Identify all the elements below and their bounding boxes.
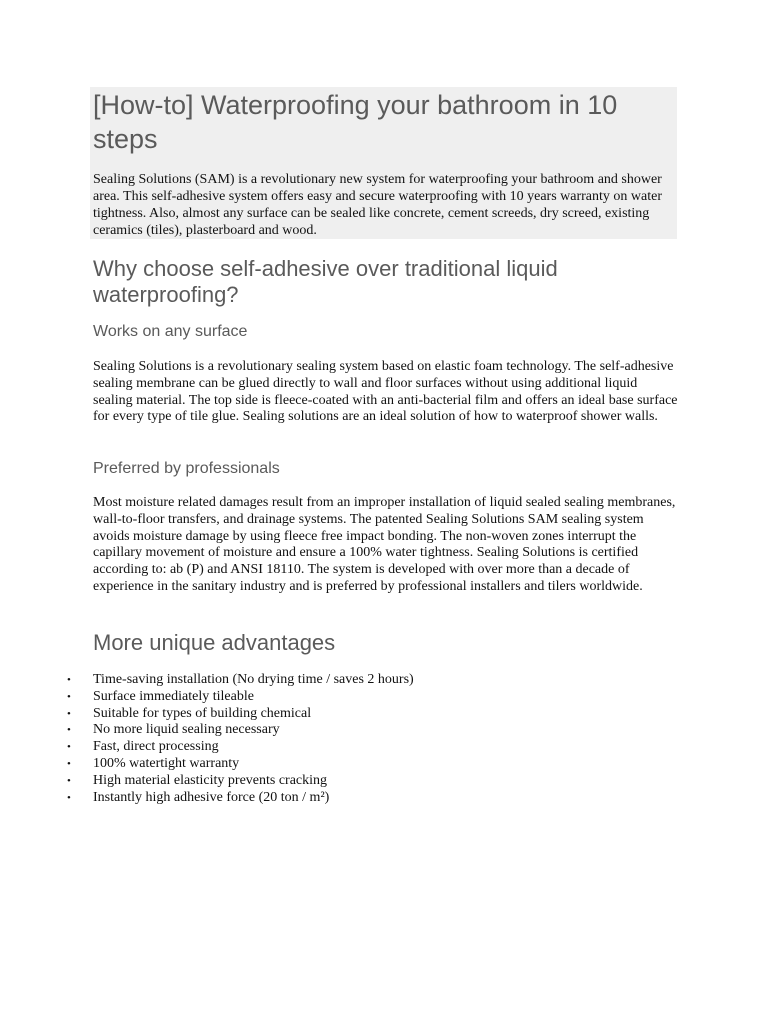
list-item-text: Suitable for types of building chemical	[93, 705, 312, 721]
list-item	[0, 722, 700, 739]
list-item-text: Surface immediately tileable	[93, 688, 254, 704]
list-item	[0, 773, 700, 790]
list-item-text: 100% watertight warranty	[93, 755, 240, 771]
list-item	[0, 790, 700, 807]
page-title: [How-to] Waterproofing your bathroom in 10 steps	[93, 90, 618, 154]
paragraph-preferred-by-professionals: Most moisture related damages result from an improper installation of liquid sealed sealing membranes, wall-to-floor transfers, and drainage systems. The patented Sealing Solutions SAM sealing system avoids moisture damage by using fleece free impact bonding. The non-woven zones interrupt the capillary movement of moisture and ensure a 100% water tightness. Sealing Solutions is certified according to: ab (P) and ANSI 18110. The system is developed with over more than a decade of experience in the sanitary industry and is preferred by professional installers and tilers worldwide.	[93, 495, 676, 594]
list-item-text: Fast, direct processing	[93, 739, 219, 755]
intro-paragraph: Sealing Solutions (SAM) is a revolutionary new system for waterproofing your bathroom and shower area. This self-adhesive system offers easy and secure waterproofing with 10 years warranty on water tightness. Also, almost any surface can be sealed like concrete, cement screeds, dry screed, existing ceramics (tiles), plasterboard and wood.	[93, 172, 662, 238]
heading-more-unique-advantages: More unique advantages	[93, 630, 336, 655]
bullet-icon: •	[67, 757, 71, 770]
heading-works-on-any-surface: Works on any surface	[93, 323, 248, 340]
bullet-icon: •	[67, 690, 71, 703]
paragraph-works-on-any-surface: Sealing Solutions is a revolutionary sealing system based on elastic foam technology. The self-adhesive sealing membrane can be glued directly to wall and floor surfaces without using additional liquid sealing material. The top side is fleece-coated with an anti-bacterial film and offers an ideal base surface for every type of tile glue. Sealing solutions are an ideal solution of how to waterproof shower walls.	[93, 359, 678, 425]
list-item	[0, 756, 700, 773]
list-item-text: Time-saving installation (No drying time / saves 2 hours)	[93, 672, 414, 687]
list-item	[0, 706, 700, 723]
bullet-icon: •	[67, 741, 71, 754]
list-item	[0, 672, 700, 689]
list-item-text: Instantly high adhesive force (20 ton / m²)	[93, 789, 330, 805]
list-item	[0, 739, 700, 756]
bullet-icon: •	[67, 674, 71, 686]
bullet-icon: •	[67, 724, 71, 737]
list-item	[0, 689, 700, 706]
heading-preferred-by-professionals: Preferred by professionals	[93, 460, 280, 477]
advantages-list	[0, 672, 700, 806]
list-item-text: No more liquid sealing necessary	[93, 722, 280, 738]
heading-why-self-adhesive: Why choose self-adhesive over traditional liquid waterproofing?	[93, 256, 558, 307]
list-item-text: High material elasticity prevents cracking	[93, 772, 328, 788]
bullet-icon: •	[67, 791, 71, 804]
bullet-icon: •	[67, 707, 71, 720]
bullet-icon: •	[67, 774, 71, 787]
